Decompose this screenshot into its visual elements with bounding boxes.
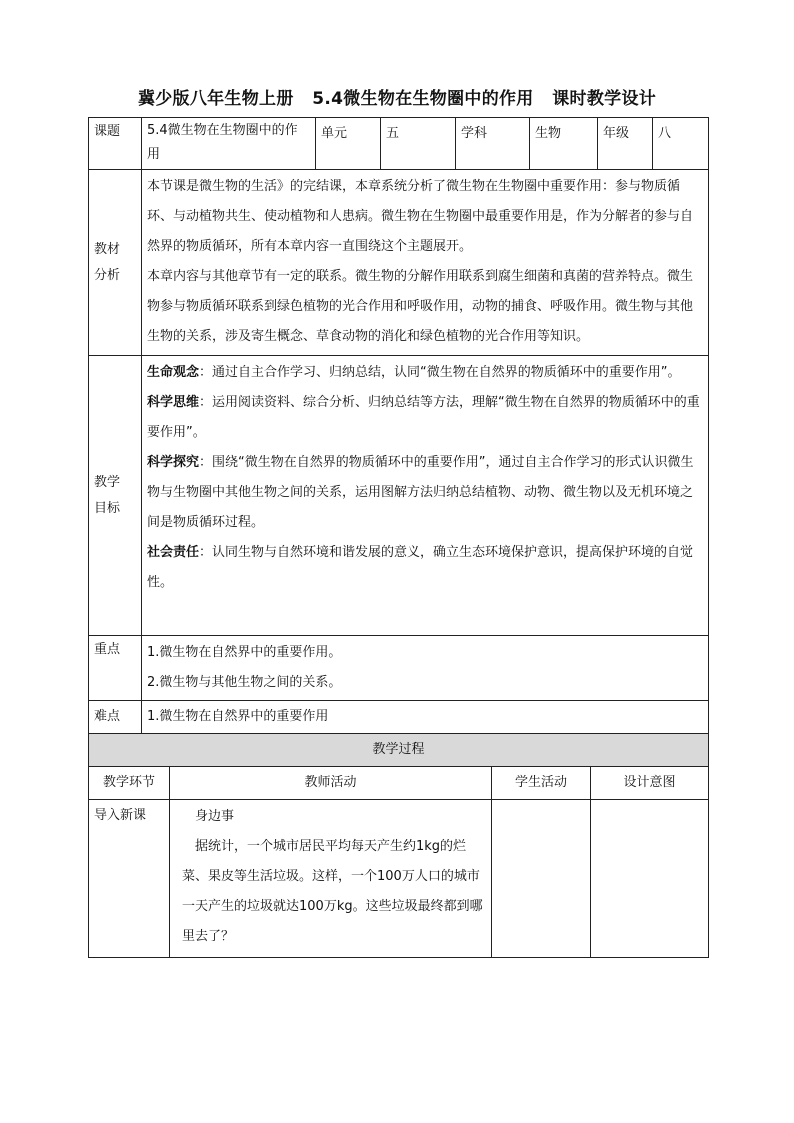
column-header-stage: 教学环节 (89, 767, 170, 800)
goal-text: ：运用阅读资料、综合分析、归纳总结等方法，理解“微生物在自然界的物质循环中的重要作用”。 (147, 395, 700, 440)
goal-item (147, 388, 703, 448)
goal-text: ：认同生物与自然环境和谐发展的意义，确立生态环境保护意识，提高保护环境的自觉性。 (147, 545, 694, 590)
key-points-content (142, 636, 709, 701)
unit-label: 单元 (316, 118, 381, 170)
goal-head: 科学探究 (147, 455, 200, 470)
subject-value: 生物 (530, 118, 598, 170)
lesson-info-table (88, 117, 709, 734)
difficulty-item: 1.微生物在自然界中的重要作用 (147, 709, 329, 724)
analysis-paragraph: 本章内容与其他章节有一定的联系。微生物的分解作用联系到腐生细菌和真菌的营养特点。微生物参与物质循环联系到绿色植物的光合作用和呼吸作用，动物的捕食、呼吸作用。微生物与其他生物的关系，涉及寄生概念、草食动物的消化和绿色植物的光合作用等知识。 (147, 269, 694, 344)
goal-item (147, 538, 703, 598)
teacher-activity-title: 身边事 (195, 809, 235, 824)
key-point-item: 1.微生物在自然界中的重要作用。 (147, 645, 342, 660)
goals-content (142, 356, 709, 636)
analysis-label (89, 170, 142, 356)
goal-text: ：通过自主合作学习、归纳总结，认同“微生物在自然界的物质循环中的重要作用”。 (199, 365, 681, 380)
student-activity-cell (492, 800, 591, 958)
goal-head: 社会责任 (147, 545, 200, 560)
grade-value: 八 (653, 118, 709, 170)
difficulties-content (142, 701, 709, 734)
teacher-activity-text: 据统计，一个城市居民平均每天产生约1kg的烂菜、果皮等生活垃圾。这样，一个100万人口的城市一天产生的垃圾就达100万kg。这些垃圾最终都到哪里去了？ (182, 839, 483, 944)
teacher-activity-cell (170, 800, 492, 958)
goals-label-text: 教学目标 (94, 474, 121, 516)
goals-row (89, 356, 709, 636)
teaching-process-table (88, 733, 709, 958)
topic-value: 5.4微生物在生物圈中的作用 (142, 118, 316, 170)
process-header-row (89, 734, 709, 767)
analysis-content (142, 170, 709, 356)
column-header-teacher: 教师活动 (170, 767, 492, 800)
column-header-student: 学生活动 (492, 767, 591, 800)
key-points-row (89, 636, 709, 701)
unit-value: 五 (381, 118, 456, 170)
key-point-item: 2.微生物与其他生物之间的关系。 (147, 675, 342, 690)
goal-head: 科学思维 (147, 395, 200, 410)
process-columns-row (89, 767, 709, 800)
goal-item (147, 358, 703, 388)
grade-label: 年级 (598, 118, 653, 170)
goal-head: 生命观念 (147, 365, 200, 380)
key-points-label: 重点 (89, 636, 142, 701)
analysis-paragraph: 本节课是微生物的生活》的完结课，本章系统分析了微生物在生物圈中重要作用：参与物质循环、与动植物共生、使动植物和人患病。微生物在生物圈中最重要作用是，作为分解者的参与自然界的物质循环，所有本章内容一直围绕这个主题展开。 (147, 179, 694, 254)
table-row (89, 800, 709, 958)
analysis-label-text: 教材分析 (94, 241, 121, 283)
topic-row (89, 118, 709, 170)
difficulties-label: 难点 (89, 701, 142, 734)
goals-label (89, 356, 142, 636)
goal-item (147, 448, 703, 538)
subject-label: 学科 (456, 118, 530, 170)
stage-cell: 导入新课 (89, 800, 170, 958)
column-header-intent: 设计意图 (591, 767, 709, 800)
process-header: 教学过程 (89, 734, 709, 767)
topic-label: 课题 (89, 118, 142, 170)
goal-text: ：围绕“微生物在自然界的物质循环中的重要作用”，通过自主合作学习的形式认识微生物与生物圈中其他生物之间的关系，运用图解方法归纳总结植物、动物、微生物以及无机环境之间是物质循环过程。 (147, 455, 694, 530)
difficulties-row (89, 701, 709, 734)
design-intent-cell (591, 800, 709, 958)
document-title: 冀少版八年生物上册 5.4微生物在生物圈中的作用 课时教学设计 (137, 89, 657, 109)
analysis-row (89, 170, 709, 356)
